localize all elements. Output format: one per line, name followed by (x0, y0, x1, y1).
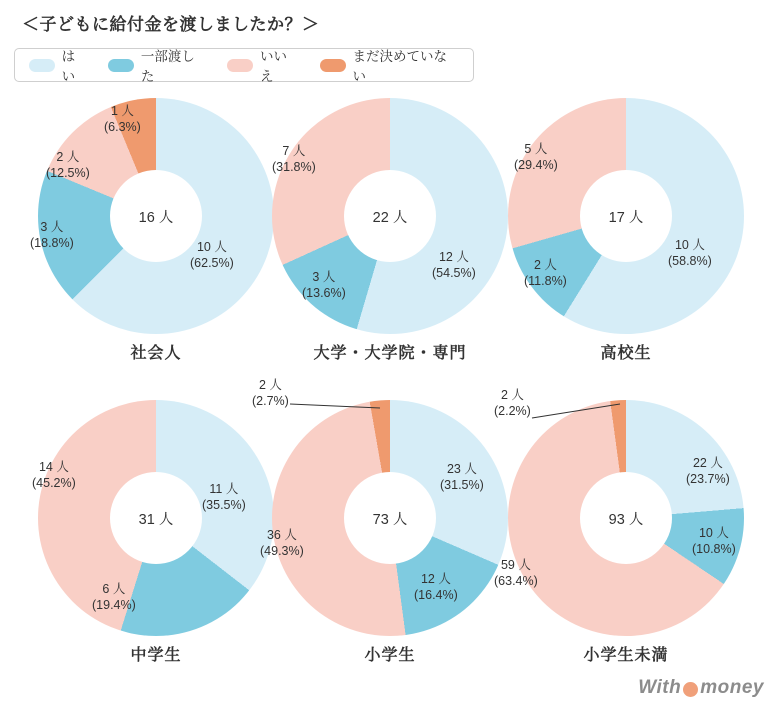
slice-label-chuugakusei-ichibu: 6 人 (19.4%) (92, 582, 136, 612)
donut-center-daigaku: 22 人 (344, 170, 436, 262)
legend-label-iie: いいえ (259, 49, 287, 84)
slice-label-shakaijin-hai: 10 人 (62.5%) (190, 240, 234, 270)
legend-swatch-iie (227, 59, 253, 72)
donut-chart-chuugakusei (32, 400, 274, 665)
site-logo (638, 677, 764, 699)
donut-chart-daigaku (272, 98, 508, 363)
legend-swatch-mada (320, 59, 346, 72)
slice-label-miman-iie: 59 人 (63.4%) (494, 558, 538, 588)
slice-label-koukousei-iie: 5 人 (29.4%) (514, 142, 558, 172)
logo-text-left: With (638, 677, 682, 698)
legend-item-iie (227, 45, 300, 85)
slice-label-daigaku-hai: 12 人 (54.5%) (432, 250, 476, 280)
donut-center-shakaijin: 16 人 (110, 170, 202, 262)
circle-mark-icon (683, 682, 698, 697)
legend-label-hai: はい (61, 49, 76, 84)
slice-label-miman-mada: 2 人 (2.2%) (494, 388, 531, 418)
donut-caption-koukousei: 高校生 (600, 345, 652, 362)
slice-label-shakaijin-mada: 1 人 (6.3%) (104, 104, 141, 134)
legend-item-ichibu (108, 45, 207, 85)
slice-label-daigaku-ichibu: 3 人 (13.6%) (302, 270, 346, 300)
donut-chart-shougakusei (252, 378, 508, 665)
slice-label-koukousei-hai: 10 人 (58.8%) (668, 238, 712, 268)
donut-center-chuugakusei: 31 人 (110, 472, 202, 564)
slice-label-miman-hai: 22 人 (23.7%) (686, 456, 730, 486)
donut-caption-chuugakusei: 中学生 (130, 647, 182, 664)
slice-label-shougakusei-hai: 23 人 (31.5%) (440, 462, 484, 492)
donut-center-koukousei: 17 人 (580, 170, 672, 262)
donut-caption-shougakusei-miman: 小学生未満 (583, 647, 669, 664)
slice-label-shougakusei-iie: 36 人 (49.3%) (260, 528, 304, 558)
logo-text-right: money (700, 677, 764, 698)
donut-chart-koukousei (508, 98, 744, 363)
slice-label-shakaijin-iie: 2 人 (12.5%) (46, 150, 90, 180)
page-title: ＜子どもに給付金を渡しましたか？＞ (22, 15, 320, 34)
donut-wrap-shougakusei (272, 400, 508, 636)
donut-center-shougakusei-miman: 93 人 (580, 472, 672, 564)
slice-label-miman-ichibu: 10 人 (10.8%) (692, 526, 736, 556)
slice-label-shougakusei-mada: 2 人 (2.7%) (252, 378, 289, 408)
donut-wrap-koukousei (508, 98, 744, 334)
slice-label-koukousei-ichibu: 2 人 (11.8%) (524, 258, 567, 288)
legend-item-hai (29, 45, 88, 85)
legend-item-mada (320, 45, 459, 85)
slice-label-shougakusei-ichibu: 12 人 (16.4%) (414, 572, 458, 602)
slice-label-shakaijin-ichibu: 3 人 (18.8%) (30, 220, 74, 250)
donut-wrap-shougakusei-miman (508, 400, 744, 636)
legend-label-mada: まだ決めていない (352, 49, 448, 84)
slice-label-daigaku-iie: 7 人 (31.8%) (272, 144, 316, 174)
legend-swatch-hai (29, 59, 55, 72)
slice-label-chuugakusei-iie: 14 人 (45.2%) (32, 460, 76, 490)
donut-caption-shakaijin: 社会人 (130, 345, 182, 362)
donut-chart-shougakusei-miman (494, 388, 744, 665)
donut-caption-daigaku: 大学・大学院・専門 (313, 345, 467, 362)
donut-wrap-chuugakusei (38, 400, 274, 636)
legend-swatch-ichibu (108, 59, 134, 72)
legend-label-ichibu: 一部渡した (140, 49, 195, 84)
donut-caption-shougakusei: 小学生 (364, 647, 416, 664)
donut-chart-shakaijin (30, 98, 274, 363)
donut-wrap-shakaijin (38, 98, 274, 334)
donut-center-shougakusei: 73 人 (344, 472, 436, 564)
chart-legend (14, 48, 474, 82)
slice-label-chuugakusei-hai: 11 人 (35.5%) (202, 482, 246, 512)
